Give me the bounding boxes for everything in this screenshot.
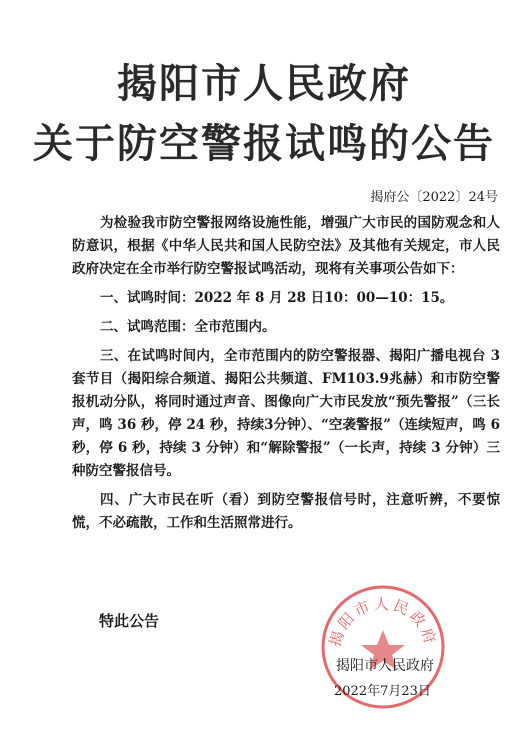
paragraph-signals: 三、在试鸣时间内，全市范围内的防空警报器、揭阳广播电视台 3 套节目（揭阳综合频道、揭阳公共频道、FM103.9兆赫）和市防空警报机动分队，将同时通过声音、图像向广大市民发放“预先警报”（三长声，鸣 36 秒，停 24 秒，持续3分钟）、“空袭警报”（连续短声，鸣 6 秒，停 6 秒，持续 3 分钟）和“解除警报”（一长声，持续 3 分钟）三种防空警报信号。: [72, 348, 500, 479]
svg-text:揭阳市人民政府: 揭阳市人民政府: [325, 595, 441, 649]
title-line-2: 关于防空警报试鸣的公告: [33, 120, 495, 167]
paragraph-scope: 二、试鸣范围：全市范围内。: [100, 319, 276, 335]
closing-notice: 特此公告: [99, 612, 160, 630]
paragraph-intro: 为检验我市防空警报网络设施性能，增强广大市民的国防观念和人防意识，根据《中华人民共和国人民防空法》及其他有关规定，市人民政府决定在全市举行防空警报试鸣活动，现将有关事项公告如下：: [72, 215, 500, 277]
document-number: 揭府公〔2022〕24号: [370, 190, 498, 205]
title-line-1: 揭阳市人民政府: [117, 60, 411, 107]
paragraph-advice: 四、广大市民在听（看）到防空警报信号时，注意听辨，不要惊慌，不必疏散，工作和生活照常进行。: [72, 492, 500, 531]
paragraph-time: 一、试鸣时间：2022 年 8 月 28 日10：00—10：15。: [100, 290, 454, 306]
issuer-name: 揭阳市人民政府: [336, 658, 434, 674]
announcement-body: [72, 212, 500, 541]
issue-date: 2022年7月23日: [334, 684, 431, 699]
